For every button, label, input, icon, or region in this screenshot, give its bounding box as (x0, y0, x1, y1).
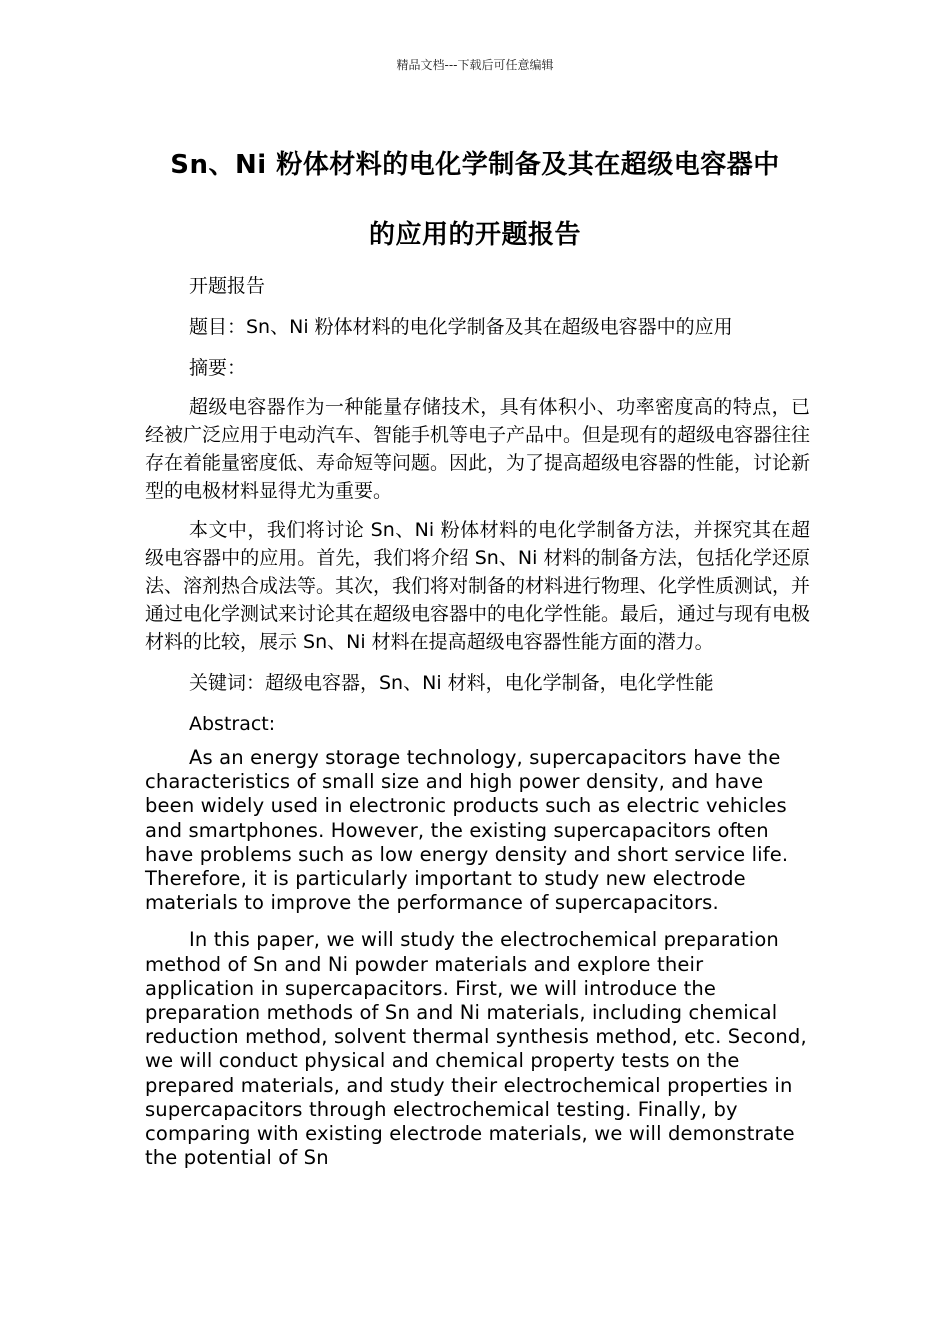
keywords-line: 关键词：超级电容器，Sn、Ni 材料，电化学制备，电化学性能 (189, 672, 714, 694)
abstract-en-paragraph-2: In this paper, we will study the electrochemical preparation method of Sn and Ni powder materials and explore their application in supercapacitors. First, we will introduce the preparation methods of Sn and Ni materials, including chemical reduction method, solvent thermal synthesis method, etc. Second, we will conduct physical and chemical property tests on the prepared materials, and study their electrochemical properties in supercapacitors through electrochemical testing. Finally, by comparing with existing electrode materials, we will demonstrate the potential of Sn (145, 928, 807, 1170)
report-label: 开题报告 (189, 275, 266, 297)
document-body (145, 270, 810, 1183)
document-title (145, 130, 805, 270)
topic-line: 题目：Sn、Ni 粉体材料的电化学制备及其在超级电容器中的应用 (189, 316, 733, 338)
abstract-en-label: Abstract: (189, 713, 276, 735)
abstract-en-paragraph-1: As an energy storage technology, supercapacitors have the characteristics of small size and high power density, and have been widely used in electronic products such as electric vehicles and smartphones. However, the existing supercapacitors often have problems such as low energy density and short service life. Therefore, it is particularly important to study new electrode materials to improve the performance of supercapacitors. (145, 746, 789, 915)
title-line-2: 的应用的开题报告 (368, 220, 581, 250)
abstract-zh-paragraph-2: 本文中，我们将讨论 Sn、Ni 粉体材料的电化学制备方法，并探究其在超级电容器中的应用。首先，我们将介绍 Sn、Ni 材料的制备方法，包括化学还原法、溶剂热合成法等。其次，我们将对制备的材料进行物理、化学性质测试，并通过电化学测试来讨论其在超级电容器中的电化学性能。最后，通过与现有电极材料的比较，展示 Sn、Ni 材料在提高超级电容器性能方面的潜力。 (145, 519, 811, 653)
abstract-zh-label: 摘要： (189, 357, 247, 379)
abstract-zh-paragraph-1: 超级电容器作为一种能量存储技术，具有体积小、功率密度高的特点，已经被广泛应用于电动汽车、智能手机等电子产品中。但是现有的超级电容器往往存在着能量密度低、寿命短等问题。因此，为了提高超级电容器的性能，讨论新型的电极材料显得尤为重要。 (145, 396, 811, 502)
title-line-1: Sn、Ni 粉体材料的电化学制备及其在超级电容器中 (170, 150, 780, 180)
page-header-watermark: 精品文档---下载后可任意编辑 (396, 58, 554, 72)
